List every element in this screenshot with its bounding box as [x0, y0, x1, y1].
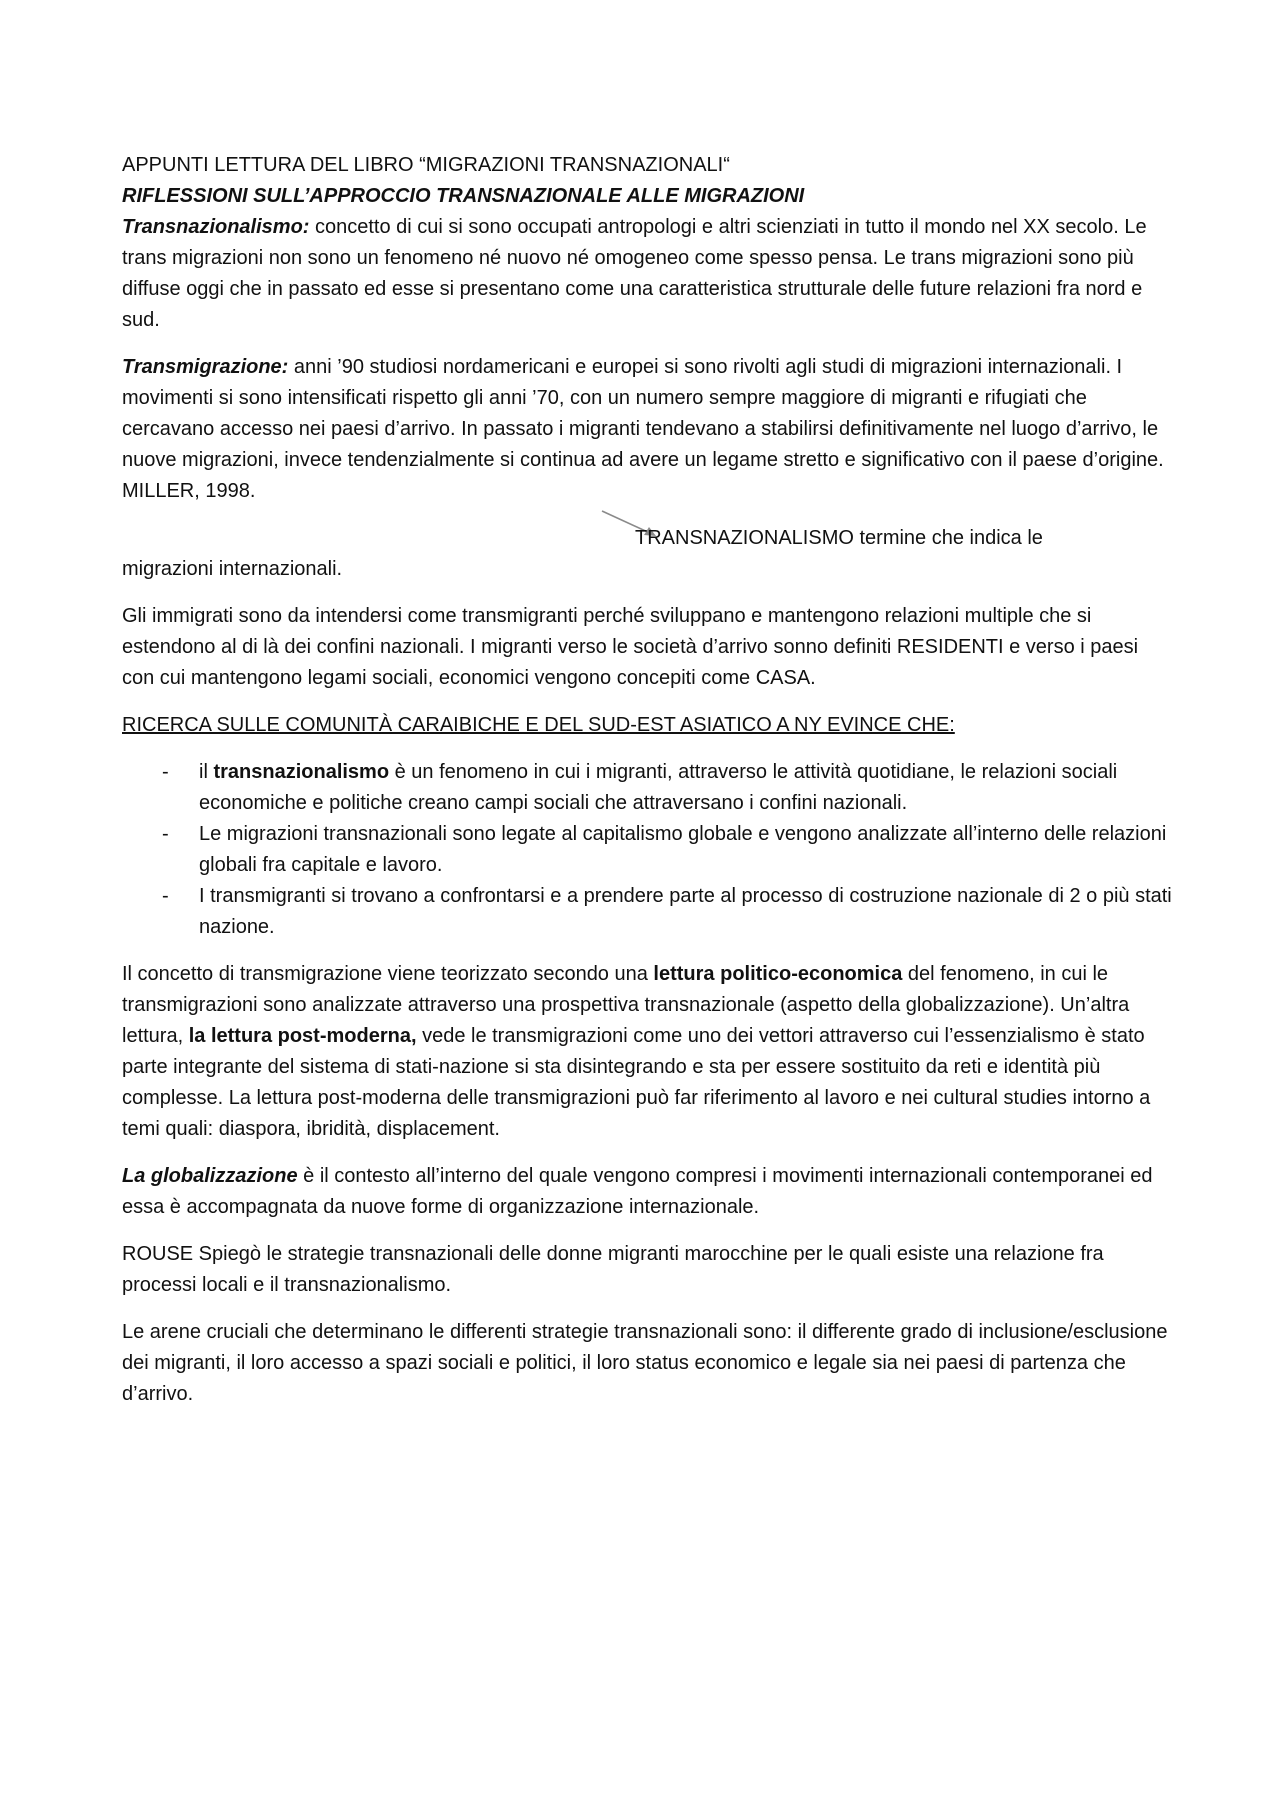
bold-term: lettura politico-economica — [653, 963, 903, 985]
list-item-text: è un fenomeno in cui i migranti, attraverso le attività quotidiane, le relazioni sociali economiche e politiche creano campi sociali che attraversano i confini nazionali. — [199, 761, 1118, 814]
list-item: - Le migrazioni transnazionali sono legate al capitalismo globale e vengono analizzate all’interno delle relazioni globali fra capitale e lavoro. — [122, 819, 1172, 881]
paragraph-globalizzazione — [122, 1161, 1172, 1223]
paragraph-concetto — [122, 959, 1172, 1145]
arrow-note-text: TRANSNAZIONALISMO termine che indica le — [635, 527, 1043, 549]
paragraph-immigrati: Gli immigrati sono da intendersi come transmigranti perché sviluppano e mantengono relazioni multiple che si estendono al di là dei confini nazionali. I migranti verso le società d’arrivo sonno definiti RESIDENTI e verso i paesi con cui mantengono legami sociali, economici vengono concepiti come CASA. — [122, 605, 1139, 689]
term-globalizzazione: La globalizzazione — [122, 1165, 298, 1187]
paragraph-text: Il concetto di transmigrazione viene teorizzato secondo una — [122, 963, 654, 985]
bold-term: la lettura post-moderna, — [188, 1025, 417, 1047]
list-item-text: il — [199, 761, 214, 783]
paragraph-text: del fenomeno, in cui le transmigrazioni sono analizzate attraverso una prospettiva transnazionale (aspetto della globalizzazione). Un’altra lettura, — [122, 963, 1130, 1047]
term-transnazionalismo: Transnazionalismo: — [122, 216, 310, 238]
list-item: - I transmigranti si trovano a confrontarsi e a prendere parte al processo di costruzione nazionale di 2 o più stati nazione. — [122, 881, 1172, 943]
paragraph-text: anni ’90 studiosi nordamericani e europei si sono rivolti agli studi di migrazioni internazionali. I movimenti si sono intensificati rispetto gli anni ’70, con un numero sempre maggiore di migranti e rifugiati che cercavano accesso nei paesi d’arrivo. In passato i migranti tendevano a stabilirsi definitivamente nel luogo d’arrivo, le nuove migrazioni, invece tendenzialmente si continua ad avere un legame stretto e significativo con il paese d’origine. MILLER, 1998. — [122, 356, 1164, 502]
list-item — [122, 757, 1172, 819]
arrow-note — [122, 523, 1172, 585]
term-transmigrazione: Transmigrazione: — [122, 356, 289, 378]
paragraph-transmigrazione — [122, 352, 1172, 507]
paragraph-text: concetto di cui si sono occupati antropologi e altri scienziati in tutto il mondo nel XX secolo. Le trans migrazioni non sono un fenomeno né nuovo né omogeneo come spesso pensa. Le trans migrazioni sono più diffuse oggi che in passato ed esse si presentano come una caratteristica strutturale delle future relazioni fra nord e sud. — [122, 216, 1147, 331]
document-subtitle: RIFLESSIONI SULL’APPROCCIO TRANSNAZIONALE ALLE MIGRAZIONI — [122, 185, 805, 207]
research-heading: RICERCA SULLE COMUNITÀ CARAIBICHE E DEL SUD-EST ASIATICO A NY EVINCE CHE: — [122, 714, 955, 736]
paragraph-rouse: ROUSE Spiegò le strategie transnazionali delle donne migranti marocchine per le quali esiste una relazione fra processi locali e il transnazionalismo. — [122, 1243, 1104, 1296]
document-page — [122, 150, 1172, 1426]
list-item-bold-term: transnazionalismo — [213, 761, 390, 783]
paragraph-text: vede le transmigrazioni come uno dei vettori attraverso cui l’essenzialismo è stato parte integrante del sistema di stati-nazione si sta disintegrando e sta per essere sostituito da reti e identità più complesse. La lettura post-moderna delle transmigrazioni può far riferimento al lavoro e nei cultural studies intorno a temi quali: diaspora, ibridità, displacement. — [122, 1025, 1151, 1140]
paragraph-arene: Le arene cruciali che determinano le differenti strategie transnazionali sono: il differente grado di inclusione/esclusione dei migranti, il loro accesso a spazi sociali e politici, il loro status economico e legale sia nei paesi di partenza che d’arrivo. — [122, 1321, 1168, 1405]
paragraph-text: è il contesto all’interno del quale vengono compresi i movimenti internazionali contemporanei ed essa è accompagnata da nuove forme di organizzazione internazionale. — [122, 1165, 1153, 1218]
paragraph-transnazionalismo — [122, 212, 1172, 336]
arrow-note-continuation: migrazioni internazionali. — [122, 558, 343, 580]
document-title: APPUNTI LETTURA DEL LIBRO “MIGRAZIONI TRANSNAZIONALI“ — [122, 154, 730, 176]
research-list — [122, 757, 1172, 943]
